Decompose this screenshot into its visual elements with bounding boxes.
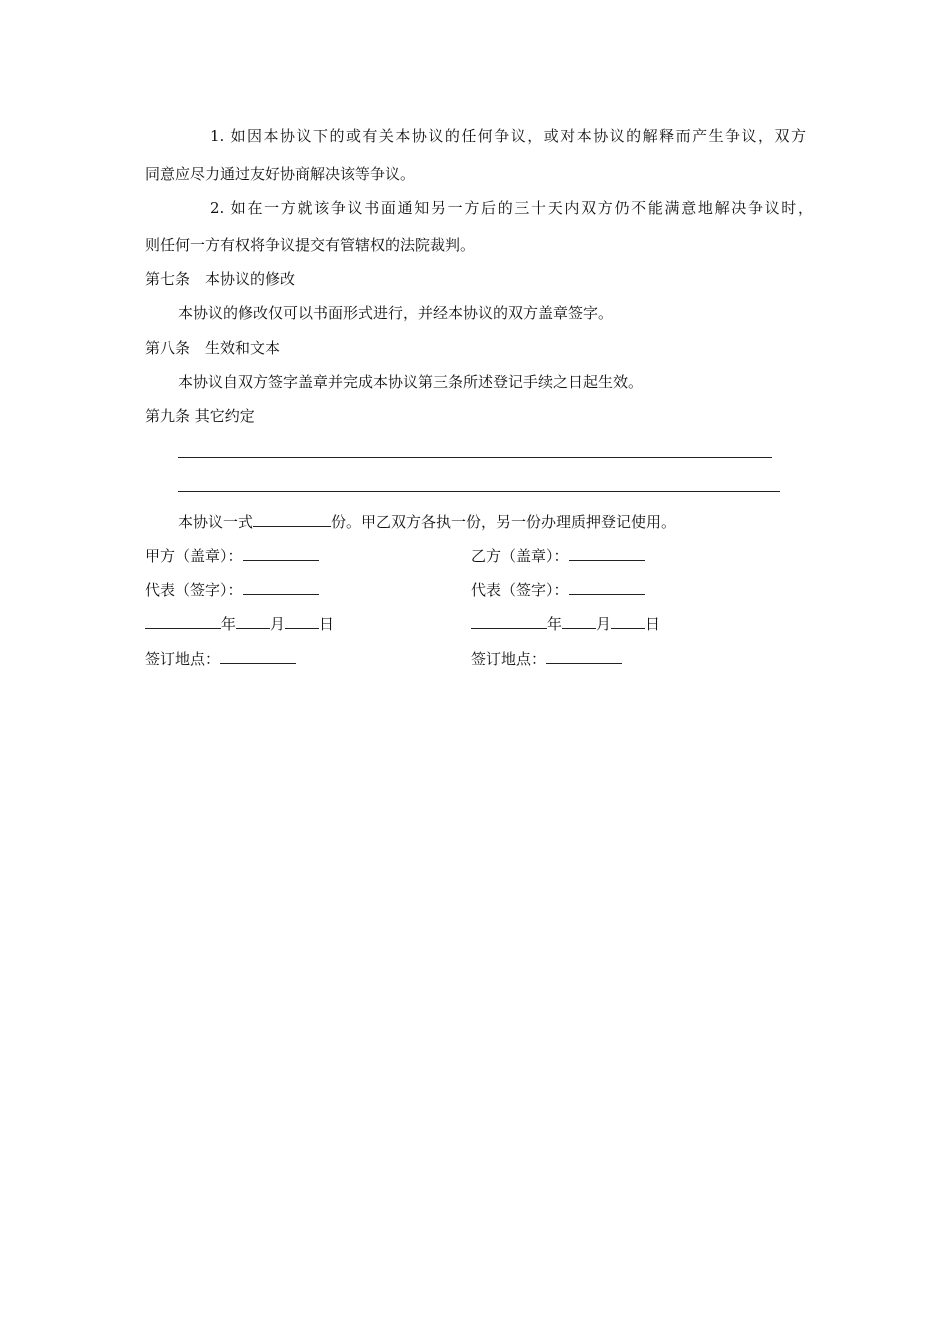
party-a-day-label: 日 xyxy=(319,615,335,633)
party-a-place-label: 签订地点： xyxy=(145,650,221,668)
clause8-body: 本协议自双方签字盖章并完成本协议第三条所述登记手续之日起生效。 xyxy=(178,373,644,391)
party-a-label: 甲方（盖章）： xyxy=(145,547,243,565)
party-a-rep-blank[interactable] xyxy=(243,578,319,595)
party-b-month-label: 月 xyxy=(596,615,612,633)
party-b-date-row xyxy=(471,612,660,634)
clause6-para1-line1: 1. 如因本协议下的或有关本协议的任何争议，或对本协议的解释而产生争议，双方 xyxy=(210,127,806,145)
party-a-rep-row xyxy=(145,578,319,600)
clause7-heading: 第七条 本协议的修改 xyxy=(145,270,296,288)
copies-suffix: 份。甲乙双方各执一份，另一份办理质押登记使用。 xyxy=(331,513,677,531)
party-b-year-label: 年 xyxy=(547,615,563,633)
copies-count-blank[interactable] xyxy=(253,510,331,527)
party-a-year-blank[interactable] xyxy=(145,612,221,629)
copies-prefix: 本协议一式 xyxy=(178,513,254,531)
party-a-day-blank[interactable] xyxy=(285,612,319,629)
party-b-label: 乙方（盖章）： xyxy=(471,547,569,565)
party-b-place-blank[interactable] xyxy=(546,647,622,664)
party-a-seal-blank[interactable] xyxy=(243,544,319,561)
other-terms-blank-line-1[interactable] xyxy=(178,457,772,458)
clause6-para1-line2: 同意应尽力通过友好协商解决该等争议。 xyxy=(145,165,416,183)
party-b-day-label: 日 xyxy=(645,615,661,633)
party-a-rep-label: 代表（签字）： xyxy=(145,581,243,599)
clause6-para2-line1: 2. 如在一方就该争议书面通知另一方后的三十天内双方仍不能满意地解决争议时， xyxy=(210,199,813,217)
clause9-heading: 第九条 其它约定 xyxy=(145,407,255,425)
party-b-rep-label: 代表（签字）： xyxy=(471,581,569,599)
clause7-body: 本协议的修改仅可以书面形式进行，并经本协议的双方盖章签字。 xyxy=(178,304,614,322)
party-a-place-row xyxy=(145,647,296,669)
party-b-place-label: 签订地点： xyxy=(471,650,547,668)
party-b-year-blank[interactable] xyxy=(471,612,547,629)
party-b-place-row xyxy=(471,647,622,669)
party-b-month-blank[interactable] xyxy=(562,612,596,629)
party-b-row xyxy=(471,544,645,566)
other-terms-blank-line-2[interactable] xyxy=(178,491,780,492)
clause8-heading: 第八条 生效和文本 xyxy=(145,339,281,357)
copies-sentence xyxy=(178,510,676,532)
party-b-day-blank[interactable] xyxy=(611,612,645,629)
party-a-date-row xyxy=(145,612,334,634)
party-b-seal-blank[interactable] xyxy=(569,544,645,561)
party-a-row xyxy=(145,544,319,566)
clause6-para2-line2: 则任何一方有权将争议提交有管辖权的法院裁判。 xyxy=(145,236,476,254)
party-b-rep-row xyxy=(471,578,645,600)
party-b-rep-blank[interactable] xyxy=(569,578,645,595)
party-a-year-label: 年 xyxy=(221,615,237,633)
party-a-place-blank[interactable] xyxy=(220,647,296,664)
party-a-month-blank[interactable] xyxy=(236,612,270,629)
party-a-month-label: 月 xyxy=(270,615,286,633)
